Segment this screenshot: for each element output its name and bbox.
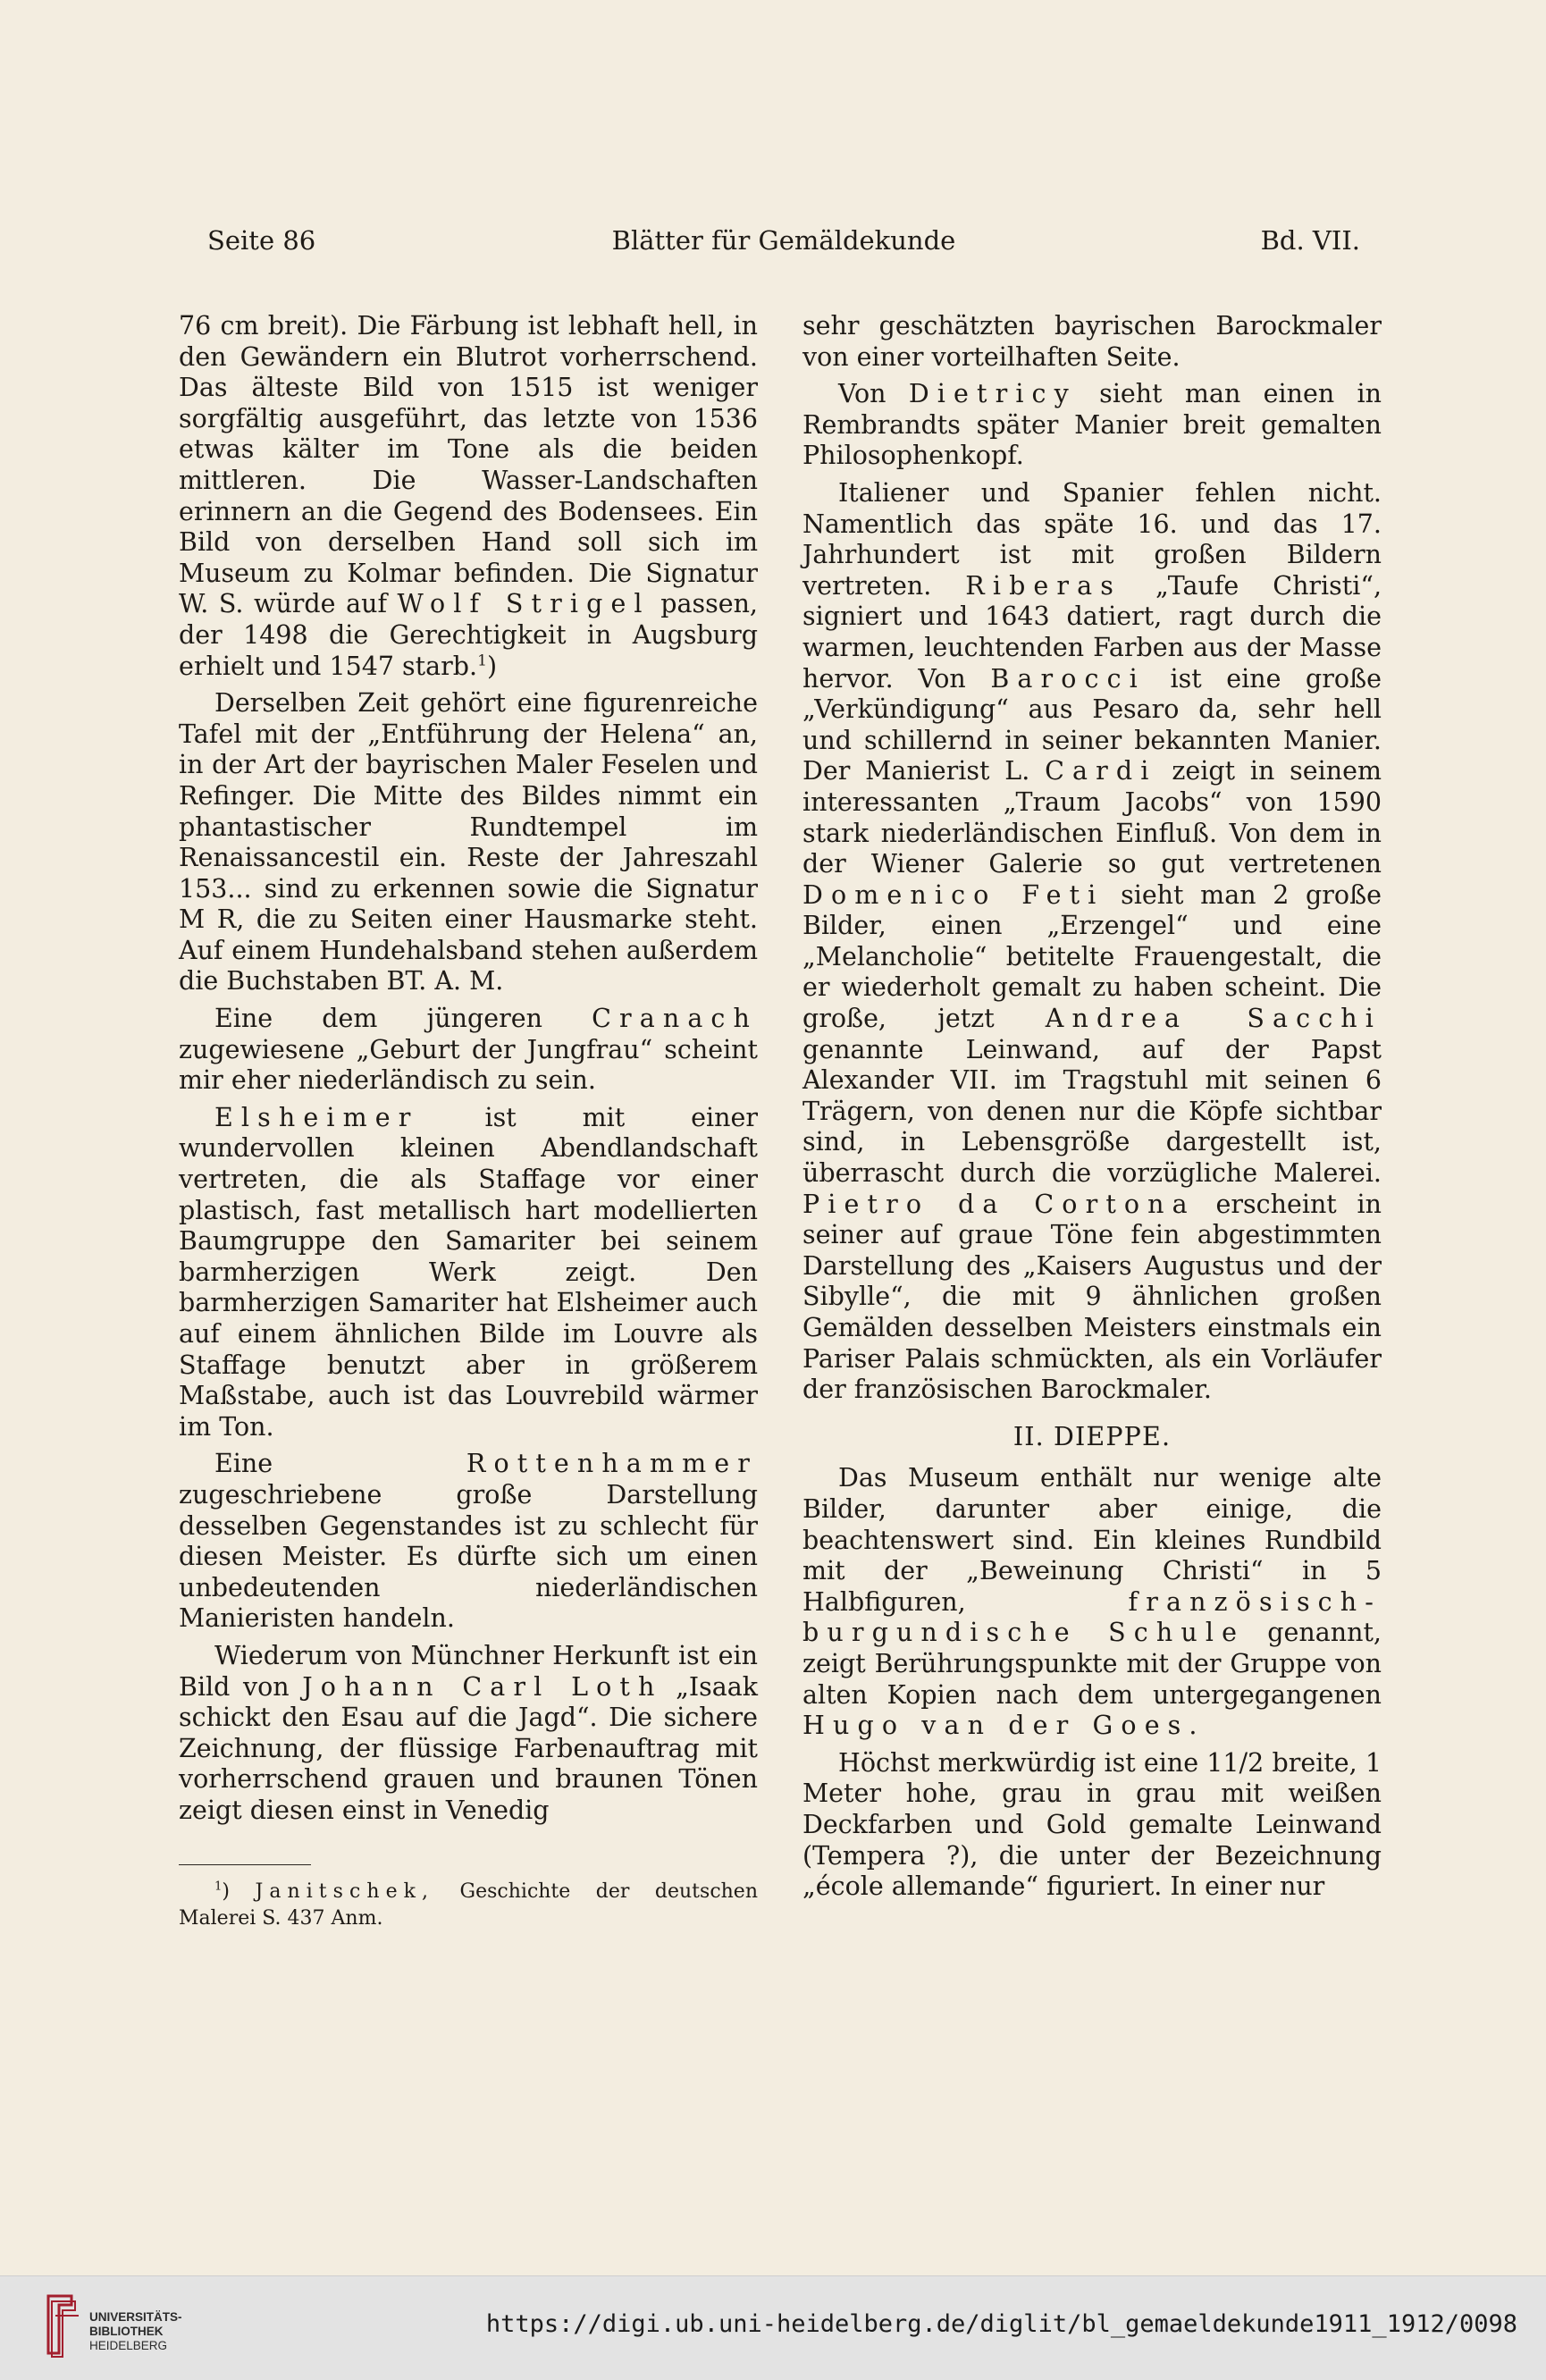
- paragraph: Wiederum von Münchner Herkunft ist ein Bild von Johann Carl Loth „Isaak schickt den Esau auf die Jagd“. Die sichere Zeichnung, der flüssige Farbenauftrag mit vorherrschend grauen und braunen Tönen zeigt diesen einst in Venedig: [179, 1640, 758, 1825]
- spaced-name: Barocci: [990, 663, 1146, 694]
- section-heading: II. DIEPPE.: [1012, 1421, 1172, 1451]
- paragraph: Von Dietricy sieht man einen in Rembrandts später Manier breit gemalten Philosophenkopf.: [802, 379, 1382, 471]
- spaced-name: französisch-burgundische Schule: [802, 1586, 1382, 1648]
- spaced-name: Cardi: [1045, 756, 1157, 786]
- right-column: [802, 311, 1382, 1909]
- permalink-url[interactable]: https://digi.ub.uni-heidelberg.de/diglit/bl_gemaeldekunde1911_1912/0098: [485, 2310, 1517, 2338]
- spaced-name: Rottenhammer: [466, 1449, 758, 1479]
- left-column: [179, 311, 758, 1833]
- spaced-name: Pietro da Cortona: [802, 1189, 1196, 1219]
- spaced-name: Andrea Sacchi: [1045, 1004, 1382, 1034]
- spaced-name: Hugo van der Goes.: [802, 1711, 1206, 1741]
- page-number: Seite 86: [207, 225, 316, 256]
- footnote-divider: [179, 1864, 311, 1865]
- spaced-name: Cranach: [592, 1004, 758, 1034]
- paragraph: Italiener und Spanier fehlen nicht. Namentlich das späte 16. und das 17. Jahrhundert ist mit großen Bildern vertreten. Riberas „Taufe Christi“, signiert und 1643 datiert, ragt durch die warmen, leuchtenden Farben aus der Masse hervor. Von Barocci ist eine große „Verkündigung“ aus Pesaro da, sehr hell und schillernd in seiner bekannten Manier. Der Manierist L. Cardi zeigt in seinem interessanten „Traum Jacobs“ von 1590 stark niederländischen Einfluß. Von dem in der Wiener Galerie so gut vertretenen Domenico Feti sieht man 2 große Bilder, einen „Erzengel“ und eine „Melancholie“ betitelte Frauengestalt, die er wiederholt gemalt zu haben scheint. Die große, jetzt Andrea Sacchi genannte Leinwand, auf der Papst Alexander VII. im Tragstuhl mit seinen 6 Trägern, von denen nur die Köpfe sichtbar sind, in Lebensgröße dargestellt ist, überrascht durch die vorzügliche Malerei. Pietro da Cortona erscheint in seiner auf graue Töne fein abgestimmten Darstellung des „Kaisers Augustus und der Sibylle“, die mit 9 ähnlichen großen Gemälden desselben Meisters einstmals ein Pariser Palais schmückten, als ein Vorläufer der französischen Barockmaler.: [802, 477, 1382, 1405]
- paragraph: Das Museum enthält nur wenige alte Bilder, darunter aber einige, die beachtenswert sind. Ein kleines Rundbild mit der „Beweinung Christi“ in 5 Halbfiguren, französisch-burgundische Schule genannt, zeigt Berührungspunkte mit der Gruppe von alten Kopien nach dem untergegangenen Hugo van der Goes.: [802, 1463, 1382, 1741]
- library-name: UNIVERSITÄTS- BIBLIOTHEK HEIDELBERG: [89, 2310, 182, 2352]
- footnote-mark: 1: [214, 1880, 223, 1894]
- paragraph: sehr geschätzten bayrischen Barockmaler von einer vorteilhaften Seite.: [802, 311, 1382, 372]
- volume-number: Bd. VII.: [1260, 225, 1360, 256]
- paragraph: Eine Rottenhammer zugeschriebene große Darstellung desselben Gegenstandes ist zu schlecht für diesen Meister. Es dürfte sich um einen unbedeutenden niederländischen Manieristen handeln.: [179, 1449, 758, 1634]
- paragraph: Eine dem jüngeren Cranach zugewiesene „Geburt der Jungfrau“ scheint mir eher niederländisch zu sein.: [179, 1004, 758, 1096]
- spaced-name: Domenico Feti: [802, 879, 1105, 910]
- spaced-name: Johann Carl Loth: [302, 1671, 663, 1702]
- library-footer: [0, 2275, 1546, 2380]
- spaced-name: Dietricy: [908, 379, 1077, 409]
- spaced-name: Riberas: [965, 570, 1122, 601]
- footnote: $^1$) Janitschek, Geschichte der deutschen Malerei S. 437 Anm.: [179, 1880, 758, 1930]
- footnote-ref: 1: [477, 652, 487, 670]
- paragraph: 76 cm breit). Die Färbung ist lebhaft hell, in den Gewändern ein Blutrot vorherrschend. Das älteste Bild von 1515 ist weniger sorgfältig ausgeführt, das letzte von 1536 etwas kälter im Tone als die beiden mittleren. Die Wasser-Landschaften erinnern an die Gegend des Bodensees. Ein Bild von derselben Hand soll sich im Museum zu Kolmar befinden. Die Signatur W. S. würde auf Wolf Strigel passen, der 1498 die Gerechtigkeit in Augsburg erhielt und 1547 starb.$^1$): [179, 311, 758, 681]
- spaced-name: Elsheimer: [214, 1102, 419, 1132]
- library-logo-icon: [32, 2289, 86, 2360]
- paragraph: Höchst merkwürdig ist eine 11/2 breite, 1 Meter hohe, grau in grau mit weißen Deckfarben und Gold gemalte Leinwand (Tempera ?), die unter der Bezeichnung „école allemande“ figuriert. In einer nur: [802, 1747, 1382, 1902]
- fraction: 1/2: [1223, 1747, 1265, 1778]
- journal-title: Blätter für Gemäldekunde: [611, 225, 956, 256]
- paragraph: Elsheimer ist mit einer wundervollen kleinen Abendlandschaft vertreten, die als Staffage vor einer plastisch, fast metallisch hart modellierten Baumgruppe den Samariter bei seinem barmherzigen Werk zeigt. Den barmherzigen Samariter hat Elsheimer auch auf einem ähnlichen Bilde im Louvre als Staffage benutzt aber in größerem Maßstabe, auch ist das Louvrebild wärmer im Ton.: [179, 1102, 758, 1442]
- running-header: [207, 225, 1360, 261]
- spaced-name: Janitschek,: [255, 1880, 435, 1903]
- spaced-name: Wolf Strigel: [397, 589, 651, 619]
- paragraph: Derselben Zeit gehört eine figurenreiche Tafel mit der „Entführung der Helena“ an, in der Art der bayrischen Maler Feselen und Refinger. Die Mitte des Bildes nimmt ein phantastischer Rundtempel im Renaissancestil ein. Reste der Jahreszahl 153... sind zu erkennen sowie die Signatur M R, die zu Seiten einer Hausmarke steht. Auf einem Hundehalsband stehen außerdem die Buchstaben BT. A. M.: [179, 688, 758, 997]
